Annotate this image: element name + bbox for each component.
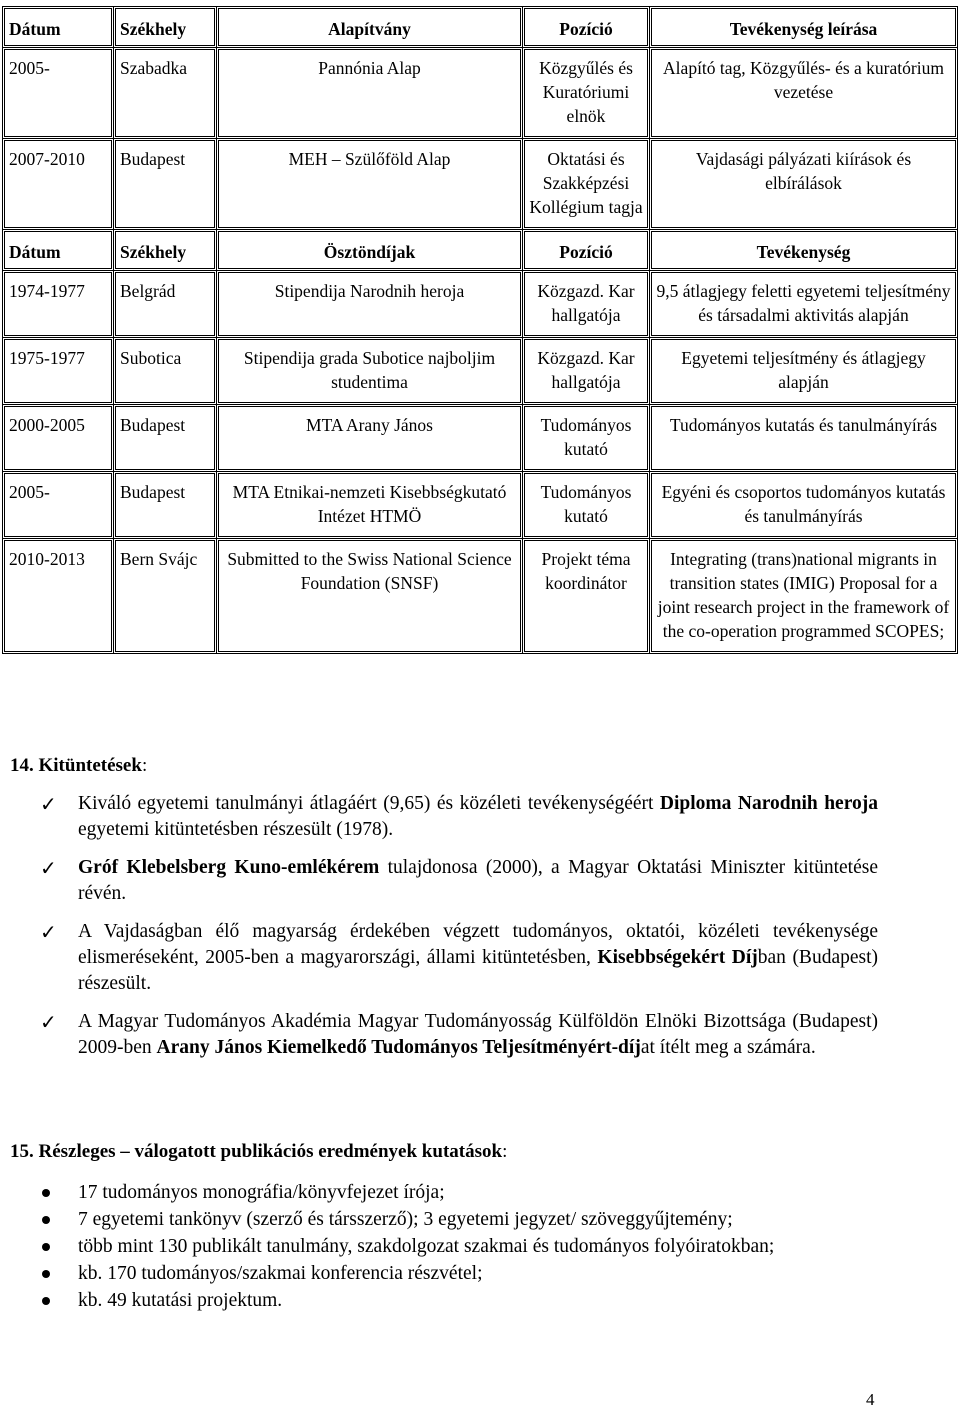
table-cell: Közgyűlés és Kuratóriumi elnök: [523, 48, 650, 139]
table-cell: Szabadka: [114, 48, 217, 139]
award-text: A Magyar Tudományos Akadémia Magyar Tudományosság Külföldön Elnöki Bizottsága (Budapest) 2009-ben: [78, 1011, 878, 1058]
cv-table: [2, 6, 958, 654]
bullet-icon: [42, 1243, 50, 1251]
table-cell: Közgazd. Kar hallgatója: [523, 338, 650, 405]
table-cell: Tevékenység: [650, 230, 958, 271]
list-item: [40, 855, 878, 907]
table-cell: 2010-2013: [3, 539, 114, 654]
table-cell: Tudományos kutató: [523, 405, 650, 472]
table-cell: Egyéni és csoportos tudományos kutatás és tanulmányírás: [650, 472, 958, 539]
table-cell: 2005-: [3, 48, 114, 139]
list-item: [40, 1009, 878, 1061]
page-number: 4: [866, 1390, 875, 1409]
awards-list: [40, 791, 878, 1073]
award-name: Diploma Narodnih heroja: [659, 793, 879, 814]
list-item-text: 7 egyetemi tankönyv (szerző és társszerző); 3 egyetemi jegyzet/ szöveggyűjtemény;: [78, 1209, 733, 1230]
table-cell: Submitted to the Swiss National Science Foundation (SNSF): [217, 539, 523, 654]
table-row: [3, 139, 958, 230]
award-name: Kisebbségekért Díj: [597, 947, 758, 968]
checkmark-icon: ✓: [40, 1010, 57, 1034]
bullet-icon: [42, 1270, 50, 1278]
list-item-text: több mint 130 publikált tanulmány, szakdolgozat szakmai és tudományos folyóiratokban;: [78, 1236, 775, 1257]
table-cell: Dátum: [3, 7, 114, 48]
award-text: tulajdonosa (2000), a Magyar Oktatási Miniszter kitüntetése révén.: [78, 857, 878, 904]
table-cell: Dátum: [3, 230, 114, 271]
bullet-icon: [42, 1216, 50, 1224]
table-cell: Egyetemi teljesítmény és átlagjegy alapján: [650, 338, 958, 405]
table-row: [3, 48, 958, 139]
table-cell: Tevékenység leírása: [650, 7, 958, 48]
table-header-row: [3, 7, 958, 48]
table-row: [3, 338, 958, 405]
table-cell: Bern Svájc: [114, 539, 217, 654]
list-item: [40, 1288, 878, 1314]
table-cell: Pozíció: [523, 230, 650, 271]
table-cell: Projekt téma koordinátor: [523, 539, 650, 654]
table-cell: Budapest: [114, 139, 217, 230]
list-item: [40, 791, 878, 843]
table-cell: Stipendija grada Subotice najboljim studentima: [217, 338, 523, 405]
table-cell: Székhely: [114, 7, 217, 48]
table-cell: Vajdasági pályázati kiírások és elbírálások: [650, 139, 958, 230]
table-cell: MTA Arany János: [217, 405, 523, 472]
table-cell: Subotica: [114, 338, 217, 405]
table-cell: 9,5 átlagjegy feletti egyetemi teljesítmény és társadalmi aktivitás alapján: [650, 271, 958, 338]
table-cell: Stipendija Narodnih heroja: [217, 271, 523, 338]
award-text: ban (Budapest) részesült.: [78, 947, 879, 994]
table-cell: 2007-2010: [3, 139, 114, 230]
table-row: [3, 539, 958, 654]
section-14-heading: 14. Kitüntetések:: [10, 755, 148, 776]
table-row: [3, 472, 958, 539]
bullet-icon: [42, 1189, 50, 1197]
table-cell: Pannónia Alap: [217, 48, 523, 139]
table-cell: 2005-: [3, 472, 114, 539]
table-cell: Székhely: [114, 230, 217, 271]
table-row: [3, 405, 958, 472]
table-cell: Alapító tag, Közgyűlés- és a kuratórium vezetése: [650, 48, 958, 139]
list-item-text: 17 tudományos monográfia/könyvfejezet írója;: [78, 1182, 445, 1203]
list-item: [40, 1207, 878, 1233]
award-text: egyetemi kitüntetésben részesült (1978).: [78, 819, 394, 840]
table-cell: MEH – Szülőföld Alap: [217, 139, 523, 230]
list-item: [40, 919, 878, 997]
list-item-text: kb. 170 tudományos/szakmai konferencia részvétel;: [78, 1263, 483, 1284]
award-name: Arany János Kiemelkedő Tudományos Teljesítményért-díj: [156, 1037, 641, 1058]
table-cell: Pozíció: [523, 7, 650, 48]
section-15-heading: 15. Részleges – válogatott publikációs eredmények kutatások:: [10, 1141, 508, 1162]
table-cell: Budapest: [114, 472, 217, 539]
publications-list: [40, 1180, 878, 1315]
table-cell: Budapest: [114, 405, 217, 472]
checkmark-icon: ✓: [40, 920, 57, 944]
table-cell: 1975-1977: [3, 338, 114, 405]
table-cell: MTA Etnikai-nemzeti Kisebbségkutató Intézet HTMÖ: [217, 472, 523, 539]
table-cell: Tudományos kutató: [523, 472, 650, 539]
table-row: [3, 271, 958, 338]
checkmark-icon: ✓: [40, 792, 57, 816]
table-cell: Integrating (trans)national migrants in transition states (IMIG) Proposal for a joint research project in the framework of the co-operation programmed SCOPES;: [650, 539, 958, 654]
table-cell: 1974-1977: [3, 271, 114, 338]
table-cell: Ösztöndíjak: [217, 230, 523, 271]
checkmark-icon: ✓: [40, 856, 57, 880]
list-item: [40, 1234, 878, 1260]
table-cell: 2000-2005: [3, 405, 114, 472]
table-header-row: [3, 230, 958, 271]
table-cell: Tudományos kutatás és tanulmányírás: [650, 405, 958, 472]
award-text: Kiváló egyetemi tanulmányi átlagáért (9,65) és közéleti tevékenységéért: [78, 793, 660, 814]
award-name: Gróf Klebelsberg Kuno-emlékérem: [78, 857, 380, 878]
table-cell: Közgazd. Kar hallgatója: [523, 271, 650, 338]
bullet-icon: [42, 1297, 50, 1305]
list-item-text: kb. 49 kutatási projektum.: [78, 1290, 283, 1311]
award-text: A Vajdaságban élő magyarság érdekében végzett tudományos, oktatói, közéleti tevékenysége elismeréseként, 2005-ben a magyarországi, állami kitüntetésben,: [78, 921, 878, 968]
award-text: at ítélt meg a számára.: [640, 1037, 816, 1058]
table-cell: Belgrád: [114, 271, 217, 338]
table-cell: Alapítvány: [217, 7, 523, 48]
table-cell: Oktatási és Szakképzési Kollégium tagja: [523, 139, 650, 230]
list-item: [40, 1261, 878, 1287]
list-item: [40, 1180, 878, 1206]
